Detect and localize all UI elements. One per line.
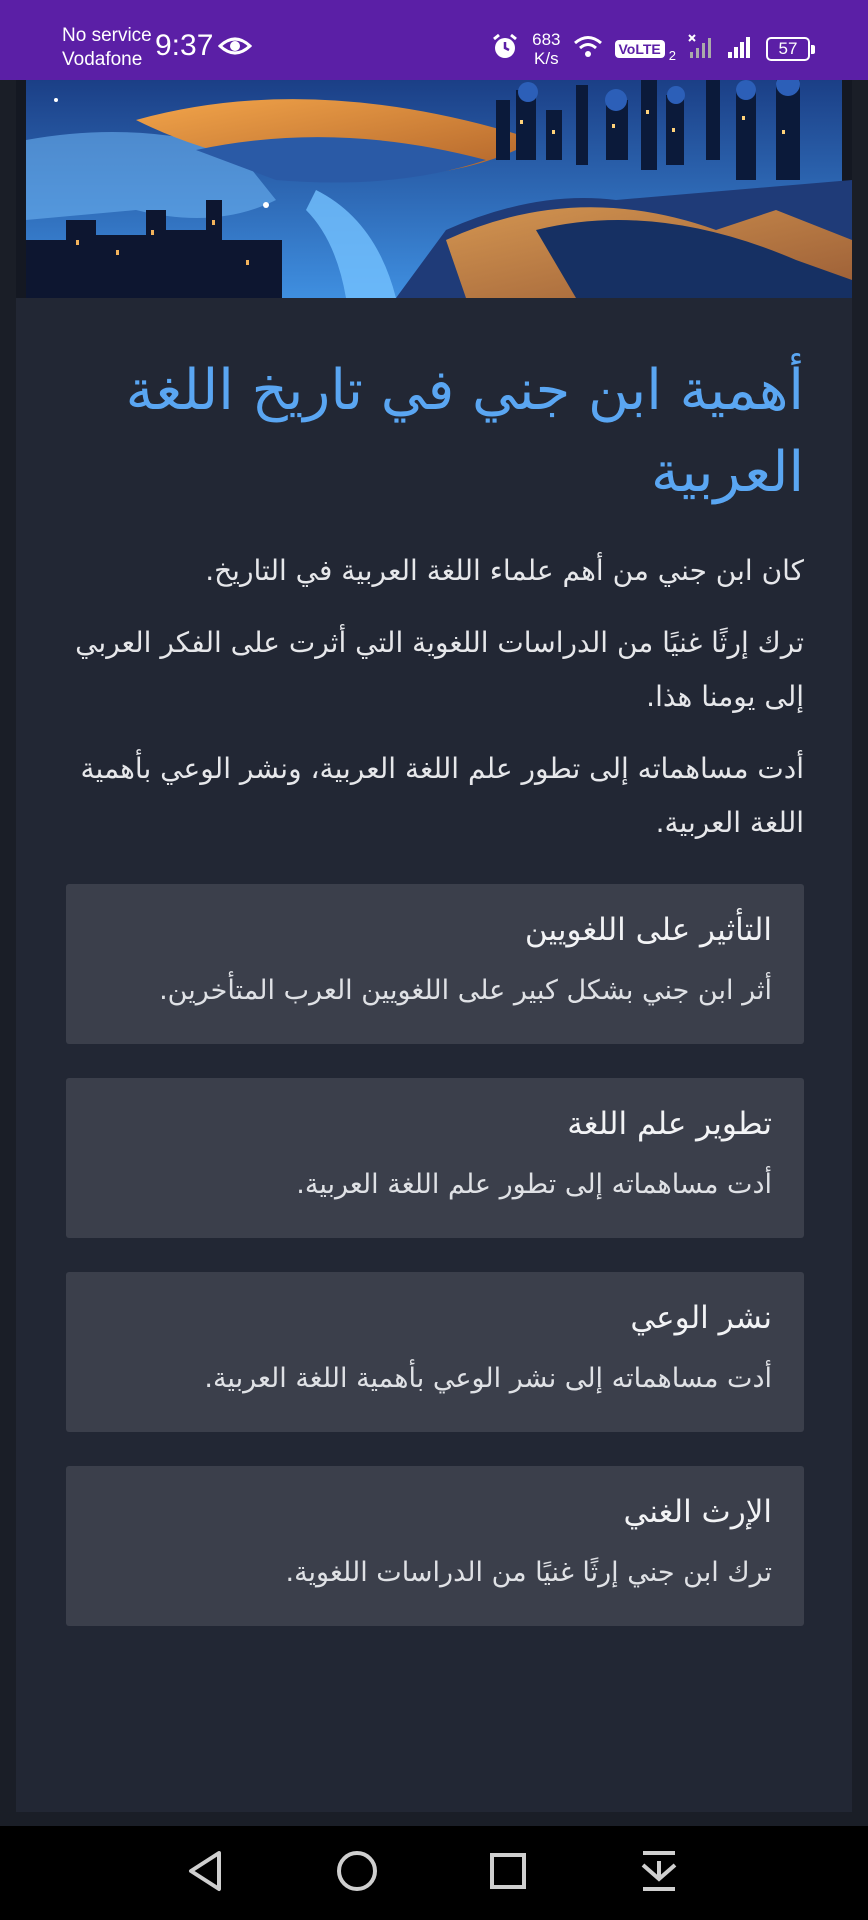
eye-icon: [218, 34, 252, 62]
carrier-name: Vodafone: [62, 49, 143, 70]
card-text: أدت مساهماته إلى تطور علم اللغة العربية.: [296, 1169, 772, 1200]
card-linguistics: [66, 1078, 804, 1238]
contribution-paragraph: أدت مساهماته إلى تطور علم اللغة العربية، ونشر الوعي بأهمية اللغة العربية.: [80, 752, 804, 839]
speed-unit: K/s: [534, 49, 559, 68]
clock: 9:37: [155, 29, 214, 62]
card-influence: [66, 884, 804, 1044]
hero-image: [16, 80, 852, 298]
download-arrow-icon: [639, 1849, 679, 1897]
intro-paragraph: كان ابن جني من أهم علماء اللغة العربية في التاريخ.: [205, 554, 804, 587]
article-content: [66, 350, 804, 1626]
status-icons: [490, 24, 810, 74]
city-landscape-illustration: [16, 80, 852, 298]
card-awareness: [66, 1272, 804, 1432]
card-title: الإرث الغني: [623, 1494, 772, 1530]
wifi-icon: [573, 35, 603, 63]
card-title: نشر الوعي: [630, 1300, 772, 1336]
carrier-status: No service: [62, 25, 152, 46]
card-text: ترك ابن جني إرثًا غنيًا من الدراسات اللغوية.: [285, 1557, 772, 1588]
alarm-icon: [490, 32, 520, 66]
back-triangle-icon: [185, 1849, 225, 1897]
home-circle-icon: [335, 1849, 379, 1897]
back-button[interactable]: [180, 1848, 230, 1898]
card-legacy: [66, 1466, 804, 1626]
signal-weak-icon: [688, 34, 714, 64]
recents-button[interactable]: [483, 1848, 533, 1898]
status-bar: [0, 0, 868, 80]
battery-level: 57: [778, 39, 798, 58]
speed-value: 683: [532, 30, 561, 49]
article-page: [16, 80, 852, 1812]
recents-square-icon: [488, 1851, 528, 1895]
volte-badge: VoLTE: [615, 40, 665, 58]
battery-icon: [766, 37, 810, 61]
signal-icon: [726, 34, 754, 64]
card-title: التأثير على اللغويين: [524, 912, 772, 948]
legacy-paragraph: ترك إرثًا غنيًا من الدراسات اللغوية التي أثرت على الفكر العربي إلى يومنا هذا.: [75, 626, 804, 713]
carrier-info: [62, 24, 152, 72]
sim-slot: 2: [668, 47, 676, 63]
network-speed: [532, 30, 560, 68]
card-text: أثر ابن جني بشكل كبير على اللغويين العرب المتأخرين.: [159, 975, 772, 1006]
page-title: أهمية ابن جني في تاريخ اللغة العربية: [125, 358, 804, 505]
card-title: تطوير علم اللغة: [567, 1106, 772, 1142]
navigation-bar: [0, 1826, 868, 1920]
card-text: أدت مساهماته إلى نشر الوعي بأهمية اللغة العربية.: [204, 1363, 772, 1394]
notification-pull-button[interactable]: [634, 1848, 684, 1898]
home-button[interactable]: [332, 1848, 382, 1898]
